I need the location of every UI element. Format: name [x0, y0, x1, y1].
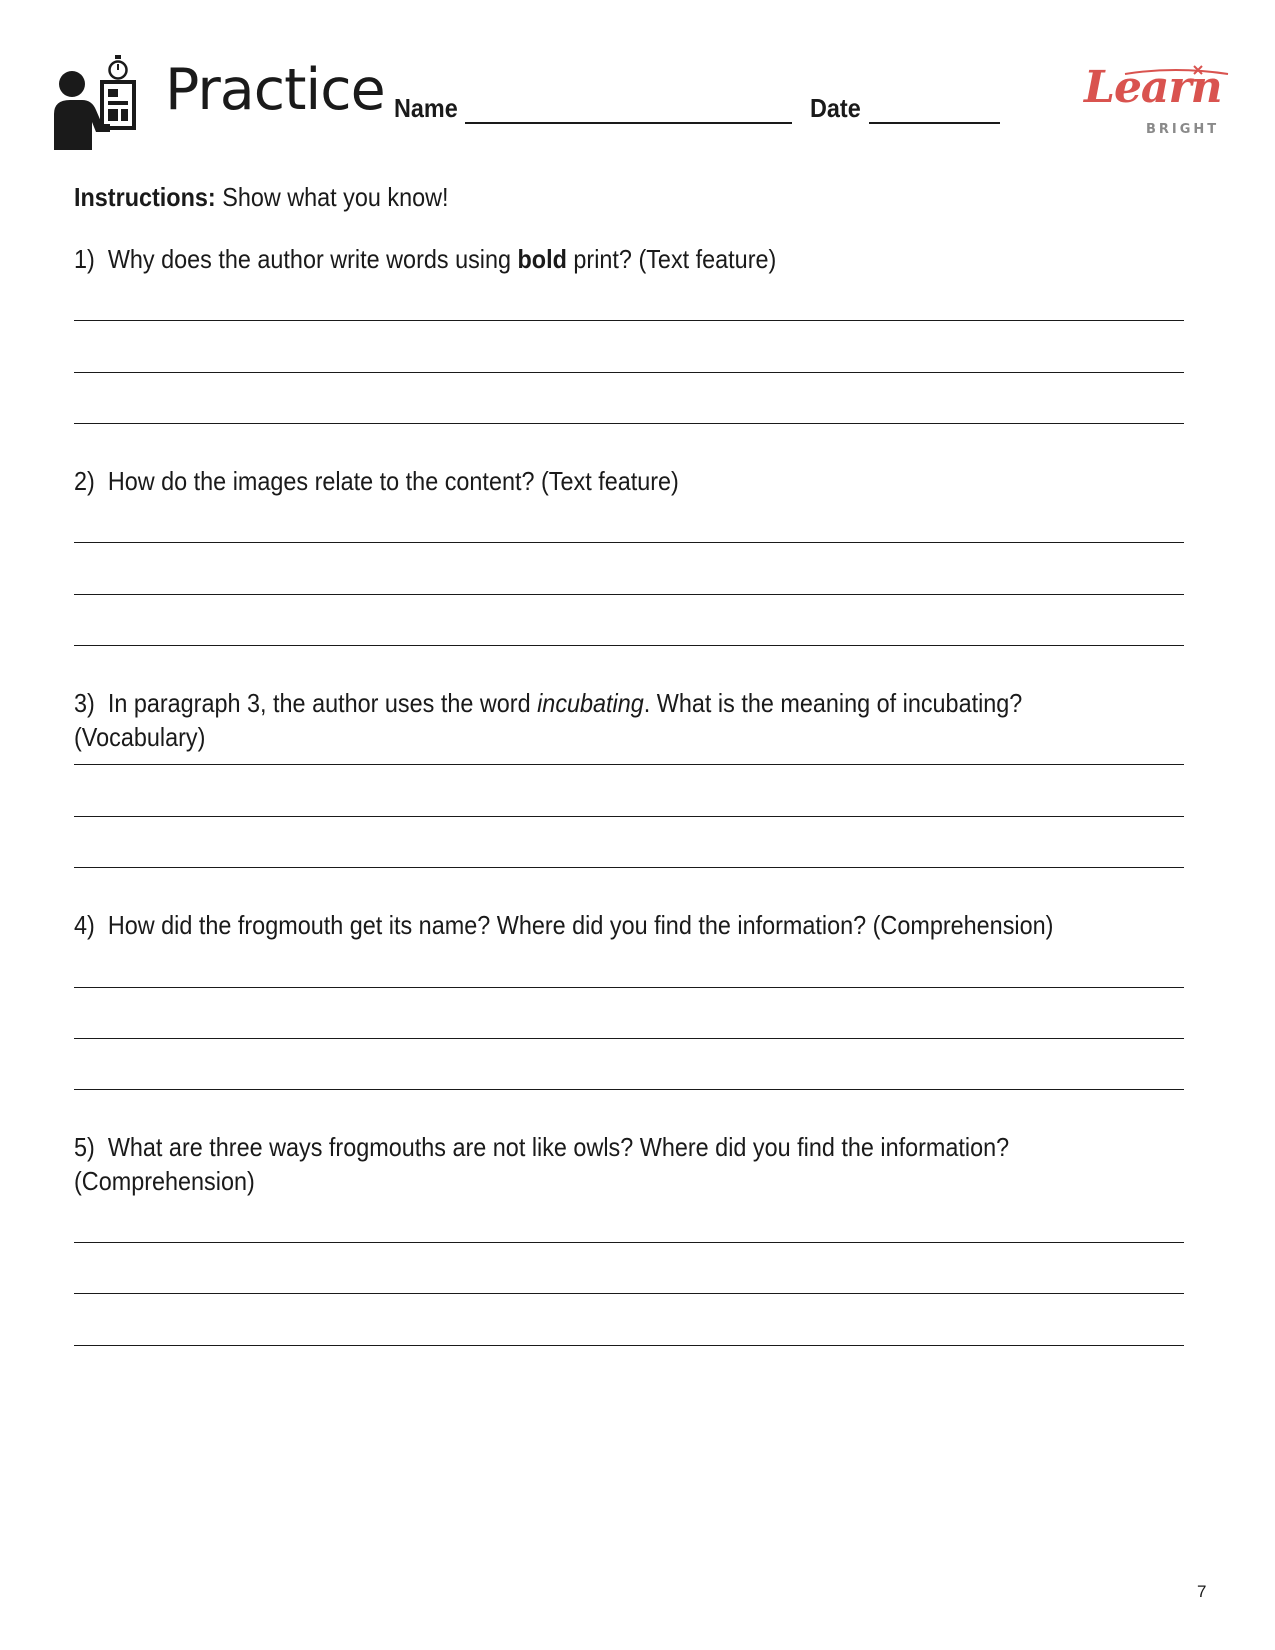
question-5 — [74, 1130, 1127, 1198]
question-4 — [74, 908, 1127, 942]
question-2 — [74, 464, 1127, 498]
name-label: Name — [394, 93, 458, 123]
answer-line-2-2[interactable] — [74, 594, 1184, 595]
answer-line-4-1[interactable] — [74, 987, 1184, 988]
page-number: 7 — [1197, 1582, 1207, 1601]
learn-bright-logo — [1080, 62, 1230, 142]
question-text-post: . What is the meaning of incubating? (Vocabulary) — [74, 688, 1023, 752]
question-text: What are three ways frogmouths are not like owls? Where did you find the information? — [107, 1132, 1010, 1162]
instructions-text: Show what you know! — [215, 182, 449, 212]
answer-line-3-2[interactable] — [74, 816, 1184, 817]
answer-line-1-3[interactable] — [74, 423, 1184, 424]
question-1 — [74, 242, 1127, 276]
logo-subtitle: BRIGHT — [1146, 122, 1220, 137]
question-text: How did the frogmouth get its name? Where did you find the information? (Comprehension) — [107, 910, 1054, 940]
name-field[interactable] — [465, 122, 792, 124]
question-text: How do the images relate to the content? (Text feature) — [107, 466, 679, 496]
question-number: 4) — [74, 910, 95, 940]
instructions-label: Instructions: — [74, 182, 216, 212]
answer-line-1-2[interactable] — [74, 372, 1184, 373]
answer-line-1-1[interactable] — [74, 320, 1184, 321]
worksheet-header — [0, 0, 1275, 170]
answer-line-4-2[interactable] — [74, 1038, 1184, 1039]
question-number: 1) — [74, 244, 95, 274]
question-text-pre: In paragraph 3, the author uses the word — [107, 688, 538, 718]
question-3 — [74, 686, 1127, 754]
question-number: 3) — [74, 688, 95, 718]
question-text-italic: incubating — [537, 688, 644, 718]
date-label: Date — [810, 93, 861, 123]
logo-word: Learn — [1084, 62, 1222, 113]
question-text-line2: (Comprehension) — [74, 1166, 255, 1196]
instructions — [74, 184, 449, 210]
answer-line-2-1[interactable] — [74, 542, 1184, 543]
question-text-post: print? (Text feature) — [566, 244, 777, 274]
answer-line-3-1[interactable] — [74, 764, 1184, 765]
teacher-with-stopwatch-icon — [52, 52, 138, 152]
answer-line-3-3[interactable] — [74, 867, 1184, 868]
page-title: Practice — [165, 57, 385, 123]
answer-line-4-3[interactable] — [74, 1089, 1184, 1090]
question-number: 2) — [74, 466, 95, 496]
question-number: 5) — [74, 1132, 95, 1162]
question-text-bold: bold — [517, 244, 567, 274]
answer-line-5-3[interactable] — [74, 1345, 1184, 1346]
answer-line-5-1[interactable] — [74, 1242, 1184, 1243]
date-field[interactable] — [869, 122, 1000, 124]
answer-line-2-3[interactable] — [74, 645, 1184, 646]
question-text-pre: Why does the author write words using — [107, 244, 518, 274]
answer-line-5-2[interactable] — [74, 1293, 1184, 1294]
